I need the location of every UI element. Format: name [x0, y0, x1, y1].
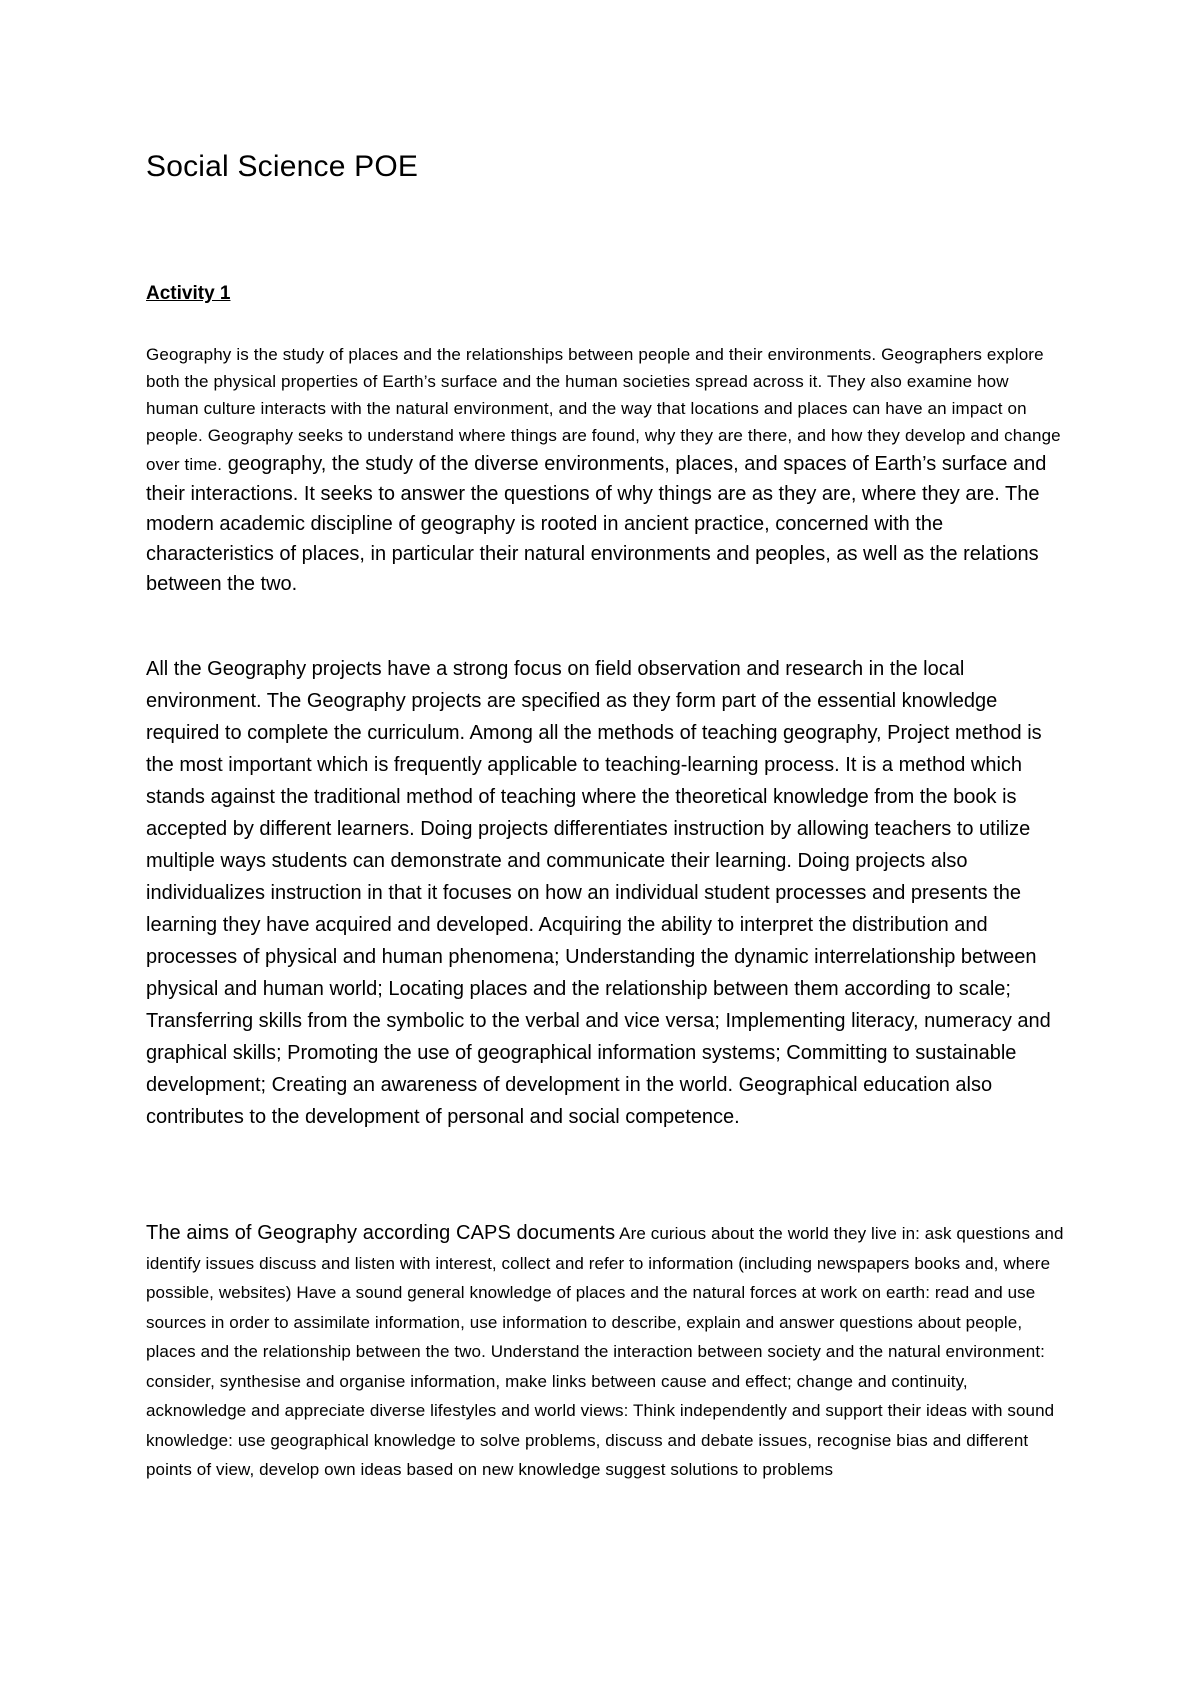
paragraph-geography-definition	[146, 341, 1066, 599]
paragraph-geography-projects: All the Geography projects have a strong focus on field observation and research in the local environment. The Geography projects are specified as they form part of the essential knowledge required to complete the curriculum. Among all the methods of teaching geography, Project method is the most important which is frequently applicable to teaching-learning process. It is a method which stands against the traditional method of teaching where the theoretical knowledge from the book is accepted by different learners. Doing projects differentiates instruction by allowing teachers to utilize multiple ways students can demonstrate and communicate their learning. Doing projects also individualizes instruction in that it focuses on how an individual student processes and presents the learning they have acquired and developed. Acquiring the ability to interpret the distribution and processes of physical and human phenomena; Understanding the dynamic interrelationship between physical and human world; Locating places and the relationship between them according to scale; Transferring skills from the symbolic to the verbal and vice versa; Implementing literacy, numeracy and graphical skills; Promoting the use of geographical information systems; Committing to sustainable development; Creating an awareness of development in the world. Geographical education also contributes to the development of personal and social competence.	[146, 658, 1051, 1128]
paragraph-caps-aims	[146, 1219, 1066, 1485]
paragraph-1-part-1: Geography is the study of places and the relationships between people and their environments. Geographers explore both the physical properties of Earth’s surface and the human societies spread across it. They also examine how human culture interacts with the natural environment, and the way that locations and places can have an impact on people. Geography seeks to understand where things are found, why they are there, and how they develop and change over time.	[146, 345, 1061, 474]
page-title: Social Science POE	[146, 150, 419, 183]
caps-aims-lead: The aims of Geography according CAPS documents	[146, 1222, 616, 1244]
activity-heading: Activity 1	[146, 283, 231, 304]
paragraph-1-part-2: geography, the study of the diverse environments, places, and spaces of Earth’s surface and their interactions. It seeks to answer the questions of why things are as they are, where they are. The modern academic discipline of geography is rooted in ancient practice, concerned with the characteristics of places, in particular their natural environments and peoples, as well as the relations between the two.	[146, 453, 1047, 595]
caps-aims-text: Are curious about the world they live in: ask questions and identify issues discuss and listen with interest, collect and refer to information (including newspapers books and, where possible, websites) Have a sound general knowledge of places and the natural forces at work on earth: read and use sources in order to assimilate information, use information to describe, explain and answer questions about people, places and the relationship between the two. Understand the interaction between society and the natural environment: consider, synthesise and organise information, make links between cause and effect; change and continuity, acknowledge and appreciate diverse lifestyles and world views: Think independently and support their ideas with sound knowledge: use geographical knowledge to solve problems, discuss and debate issues, recognise bias and different points of view, develop own ideas based on new knowledge suggest solutions to problems	[146, 1224, 1064, 1479]
